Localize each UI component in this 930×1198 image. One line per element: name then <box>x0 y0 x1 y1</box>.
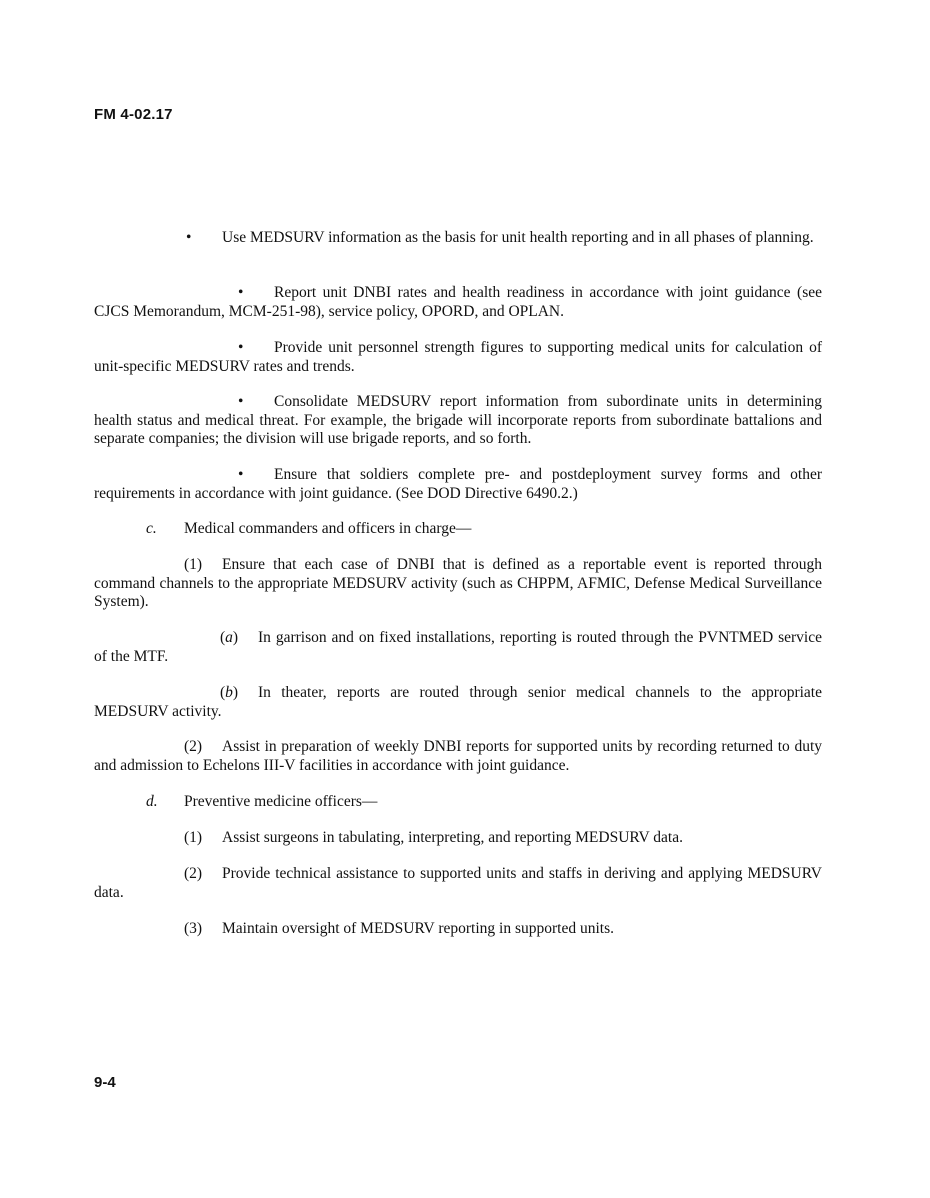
item-label: (a) <box>220 629 239 646</box>
section-c-heading <box>94 520 822 539</box>
bullet-text: Provide unit personnel strength figures to supporting medical units for calculation of unit-specific MEDSURV rates and trends. <box>94 339 822 375</box>
section-c-item-1b <box>94 684 822 721</box>
section-c-item-2 <box>94 738 822 775</box>
section-c-label: c. <box>146 520 157 537</box>
item-text: In garrison and on fixed installations, reporting is routed through the PVNTMED service of the MTF. <box>94 629 822 665</box>
bullet-marker: • <box>186 229 192 246</box>
page-number: 9-4 <box>94 1074 116 1091</box>
bullet-text: Ensure that soldiers complete pre- and postdeployment survey forms and other requirements in accordance with joint guidance. (See DOD Directive 6490.2.) <box>94 466 822 502</box>
bullet-item-3 <box>94 339 822 376</box>
item-label: (2) <box>184 865 203 882</box>
item-text: Assist in preparation of weekly DNBI reports for supported units by recording returned to duty and admission to Echelons III-V facilities in accordance with joint guidance. <box>94 738 822 774</box>
item-text: In theater, reports are routed through senior medical channels to the appropriate MEDSURV activity. <box>94 684 822 720</box>
bullet-marker: • <box>238 466 244 483</box>
item-label: (1) <box>184 556 203 573</box>
section-d-heading-text: Preventive medicine officers— <box>184 793 378 810</box>
item-text: Provide technical assistance to supported units and staffs in deriving and applying MEDSURV data. <box>94 865 822 901</box>
bullet-item-1 <box>94 229 822 248</box>
item-label: (1) <box>184 829 203 846</box>
bullet-marker: • <box>238 339 244 356</box>
item-text: Maintain oversight of MEDSURV reporting in supported units. <box>222 920 614 937</box>
section-d-item-3 <box>94 920 822 939</box>
bullet-item-4 <box>94 393 822 449</box>
section-c-item-1a <box>94 629 822 666</box>
bullet-text: Report unit DNBI rates and health readiness in accordance with joint guidance (see CJCS Memorandum, MCM-251-98), service policy, OPORD, and OPLAN. <box>94 284 822 320</box>
section-c-heading-text: Medical commanders and officers in charge— <box>184 520 472 537</box>
section-d-label: d. <box>146 793 158 810</box>
section-d-item-2 <box>94 865 822 902</box>
document-id: FM 4-02.17 <box>94 106 173 123</box>
bullet-text: Consolidate MEDSURV report information from subordinate units in determining health status and medical threat. For example, the brigade will incorporate reports from subordinate battalions and separate companies; the division will use brigade reports, and so forth. <box>94 393 822 447</box>
item-label: (2) <box>184 738 203 755</box>
item-text: Ensure that each case of DNBI that is defined as a reportable event is reported through command channels to the appropriate MEDSURV activity (such as CHPPM, AFMIC, Defense Medical Surveillance System). <box>94 556 822 610</box>
item-label: (b) <box>220 684 239 701</box>
item-label: (3) <box>184 920 203 937</box>
bullet-text: Use MEDSURV information as the basis for unit health reporting and in all phases of planning. <box>222 229 814 246</box>
section-d-heading <box>94 793 822 812</box>
bullet-item-5 <box>94 466 822 503</box>
bullet-item-2 <box>94 284 822 321</box>
bullet-marker: • <box>238 393 244 410</box>
section-c-item-1 <box>94 556 822 612</box>
item-text: Assist surgeons in tabulating, interpreting, and reporting MEDSURV data. <box>222 829 683 846</box>
section-d-item-1 <box>94 829 822 848</box>
bullet-marker: • <box>238 284 244 301</box>
